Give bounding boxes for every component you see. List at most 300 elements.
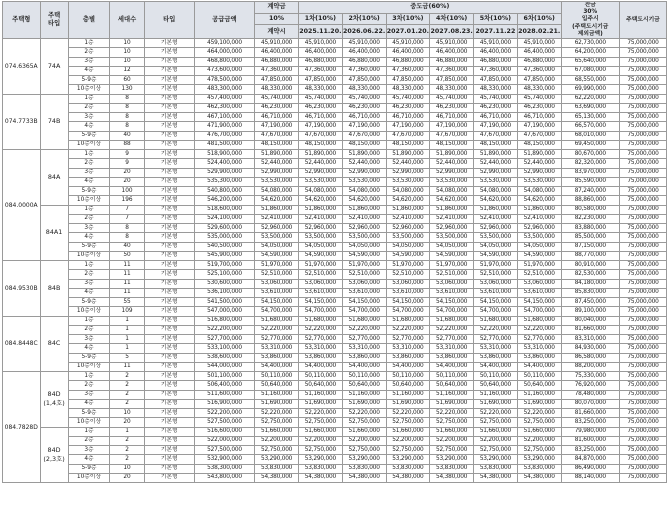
supply-price-cell: 473,600,000 xyxy=(194,66,254,75)
mid1-cell: 54,150,000 xyxy=(298,298,342,307)
units-cell: 1 xyxy=(110,325,144,334)
floor-cell: 10층이상 xyxy=(68,251,110,260)
sub-type-cell: 84C xyxy=(40,316,68,372)
mid2-cell: 47,190,000 xyxy=(342,122,386,131)
mid1-cell: 46,710,000 xyxy=(298,113,342,122)
table-row xyxy=(3,427,667,436)
deposit-cell: 54,150,000 xyxy=(255,298,299,307)
floor-cell: 10층이상 xyxy=(68,473,110,482)
units-cell: 11 xyxy=(110,362,144,371)
mid1-cell: 53,060,000 xyxy=(298,279,342,288)
floor-cell: 5-9층 xyxy=(68,353,110,362)
units-cell: 2 xyxy=(110,390,144,399)
header-mid5-date: 2027.11.22 xyxy=(474,25,518,39)
supply-price-cell: 541,500,000 xyxy=(194,298,254,307)
table-row xyxy=(3,316,667,325)
mid5-cell: 52,750,000 xyxy=(474,418,518,427)
mid2-cell: 54,050,000 xyxy=(342,242,386,251)
table-row xyxy=(3,473,667,482)
units-cell: 8 xyxy=(110,94,144,103)
mid2-cell: 52,410,000 xyxy=(342,214,386,223)
floor-cell: 1층 xyxy=(68,94,110,103)
deposit-cell: 47,850,000 xyxy=(255,76,299,85)
housing-fund-cell: 75,000,000 xyxy=(619,335,666,344)
units-cell: 2 xyxy=(110,381,144,390)
table-row xyxy=(3,122,667,131)
mid3-cell: 51,860,000 xyxy=(386,205,430,214)
housing-fund-cell: 75,000,000 xyxy=(619,325,666,334)
housing-fund-cell: 75,000,000 xyxy=(619,57,666,66)
mid3-cell: 53,500,000 xyxy=(386,233,430,242)
floor-cell: 5-9층 xyxy=(68,131,110,140)
mid6-cell: 51,860,000 xyxy=(517,205,561,214)
table-row xyxy=(3,409,667,418)
floor-cell: 2층 xyxy=(68,48,110,57)
mid3-cell: 53,290,000 xyxy=(386,455,430,464)
supply-price-cell: 544,000,000 xyxy=(194,362,254,371)
mid1-cell: 52,510,000 xyxy=(298,270,342,279)
supply-price-cell: 516,800,000 xyxy=(194,316,254,325)
mid2-cell: 45,910,000 xyxy=(342,39,386,48)
units-cell: 20 xyxy=(110,418,144,427)
mid1-cell: 53,860,000 xyxy=(298,353,342,362)
mid6-cell: 51,890,000 xyxy=(517,150,561,159)
mid3-cell: 54,620,000 xyxy=(386,196,430,205)
floor-cell: 4층 xyxy=(68,455,110,464)
mid6-cell: 46,710,000 xyxy=(517,113,561,122)
kind-cell: 기본형 xyxy=(144,381,194,390)
housing-fund-cell: 75,000,000 xyxy=(619,316,666,325)
mid2-cell: 52,750,000 xyxy=(342,418,386,427)
balance-cell: 62,220,000 xyxy=(561,94,619,103)
balance-cell: 75,330,000 xyxy=(561,372,619,381)
mid6-cell: 47,190,000 xyxy=(517,122,561,131)
deposit-cell: 51,660,000 xyxy=(255,427,299,436)
deposit-cell: 51,680,000 xyxy=(255,316,299,325)
mid4-cell: 46,710,000 xyxy=(430,113,474,122)
housing-fund-cell: 75,000,000 xyxy=(619,159,666,168)
table-row xyxy=(3,362,667,371)
table-row xyxy=(3,325,667,334)
mid2-cell: 51,690,000 xyxy=(342,399,386,408)
mid1-cell: 53,290,000 xyxy=(298,455,342,464)
mid1-cell: 52,220,000 xyxy=(298,325,342,334)
mid6-cell: 52,220,000 xyxy=(517,409,561,418)
mid3-cell: 46,880,000 xyxy=(386,57,430,66)
units-cell: 11 xyxy=(110,288,144,297)
balance-cell: 84,930,000 xyxy=(561,344,619,353)
deposit-cell: 52,220,000 xyxy=(255,409,299,418)
table-row xyxy=(3,279,667,288)
balance-cell: 85,590,000 xyxy=(561,177,619,186)
supply-price-cell: 483,300,000 xyxy=(194,85,254,94)
mid5-cell: 50,640,000 xyxy=(474,381,518,390)
mid1-cell: 52,750,000 xyxy=(298,418,342,427)
floor-cell: 4층 xyxy=(68,399,110,408)
mid5-cell: 46,230,000 xyxy=(474,103,518,112)
kind-cell: 기본형 xyxy=(144,353,194,362)
units-cell: 130 xyxy=(110,85,144,94)
mid4-cell: 53,290,000 xyxy=(430,455,474,464)
mid1-cell: 54,400,000 xyxy=(298,362,342,371)
mid2-cell: 53,860,000 xyxy=(342,353,386,362)
deposit-cell: 53,830,000 xyxy=(255,464,299,473)
housing-fund-cell: 75,000,000 xyxy=(619,48,666,57)
kind-cell: 기본형 xyxy=(144,316,194,325)
supply-price-cell: 530,600,000 xyxy=(194,279,254,288)
mid6-cell: 52,770,000 xyxy=(517,335,561,344)
deposit-cell: 52,410,000 xyxy=(255,214,299,223)
balance-cell: 64,200,000 xyxy=(561,48,619,57)
mid6-cell: 53,500,000 xyxy=(517,233,561,242)
supply-price-cell: 547,000,000 xyxy=(194,307,254,316)
floor-cell: 1층 xyxy=(68,39,110,48)
kind-cell: 기본형 xyxy=(144,76,194,85)
mid2-cell: 54,150,000 xyxy=(342,298,386,307)
table-row xyxy=(3,372,667,381)
mid1-cell: 47,850,000 xyxy=(298,76,342,85)
header-mid3-date: 2027.01.20. xyxy=(386,25,430,39)
mid4-cell: 51,160,000 xyxy=(430,390,474,399)
mid3-cell: 53,830,000 xyxy=(386,464,430,473)
floor-cell: 3층 xyxy=(68,113,110,122)
table-row xyxy=(3,196,667,205)
balance-cell: 83,310,000 xyxy=(561,335,619,344)
header-deposit-pct: 10% xyxy=(255,13,299,25)
mid4-cell: 54,380,000 xyxy=(430,473,474,482)
table-row xyxy=(3,150,667,159)
mid6-cell: 51,680,000 xyxy=(517,316,561,325)
supply-price-cell: 516,600,000 xyxy=(194,427,254,436)
deposit-cell: 46,710,000 xyxy=(255,113,299,122)
mid3-cell: 54,700,000 xyxy=(386,307,430,316)
supply-price-cell: 518,900,000 xyxy=(194,150,254,159)
mid1-cell: 54,380,000 xyxy=(298,473,342,482)
floor-cell: 3층 xyxy=(68,446,110,455)
units-cell: 10 xyxy=(110,57,144,66)
deposit-cell: 48,150,000 xyxy=(255,140,299,149)
balance-cell: 80,070,000 xyxy=(561,399,619,408)
header-middle-payment: 중도금(60%) xyxy=(298,2,561,14)
table-row xyxy=(3,390,667,399)
supply-price-cell: 525,100,000 xyxy=(194,270,254,279)
mid1-cell: 45,910,000 xyxy=(298,39,342,48)
supply-price-cell: 459,100,000 xyxy=(194,39,254,48)
mid3-cell: 51,690,000 xyxy=(386,399,430,408)
mid3-cell: 47,670,000 xyxy=(386,131,430,140)
kind-cell: 기본형 xyxy=(144,140,194,149)
mid3-cell: 52,410,000 xyxy=(386,214,430,223)
mid3-cell: 54,400,000 xyxy=(386,362,430,371)
mid6-cell: 45,910,000 xyxy=(517,39,561,48)
header-mid6-date: 2028.02.21. xyxy=(517,25,561,39)
balance-cell: 80,040,000 xyxy=(561,316,619,325)
supply-price-cell: 519,700,000 xyxy=(194,261,254,270)
deposit-cell: 45,910,000 xyxy=(255,39,299,48)
mid4-cell: 46,400,000 xyxy=(430,48,474,57)
table-row xyxy=(3,242,667,251)
kind-cell: 기본형 xyxy=(144,159,194,168)
supply-price-cell: 540,500,000 xyxy=(194,242,254,251)
mid3-cell: 51,970,000 xyxy=(386,261,430,270)
balance-cell: 69,450,000 xyxy=(561,140,619,149)
table-row xyxy=(3,436,667,445)
mid5-cell: 45,740,000 xyxy=(474,94,518,103)
floor-cell: 10층이상 xyxy=(68,85,110,94)
header-mid4-date: 2027.08.23. xyxy=(430,25,474,39)
kind-cell: 기본형 xyxy=(144,57,194,66)
mid2-cell: 50,640,000 xyxy=(342,381,386,390)
floor-cell: 10층이상 xyxy=(68,362,110,371)
mid5-cell: 46,710,000 xyxy=(474,113,518,122)
mid5-cell: 47,190,000 xyxy=(474,122,518,131)
units-cell: 55 xyxy=(110,298,144,307)
balance-cell: 67,080,000 xyxy=(561,66,619,75)
header-mid2-date: 2026.06.22. xyxy=(342,25,386,39)
units-cell: 100 xyxy=(110,187,144,196)
floor-cell: 3층 xyxy=(68,224,110,233)
mid1-cell: 46,400,000 xyxy=(298,48,342,57)
table-row xyxy=(3,381,667,390)
housing-fund-cell: 75,000,000 xyxy=(619,113,666,122)
mid2-cell: 51,890,000 xyxy=(342,150,386,159)
deposit-cell: 46,880,000 xyxy=(255,57,299,66)
deposit-cell: 52,200,000 xyxy=(255,436,299,445)
housing-fund-cell: 75,000,000 xyxy=(619,261,666,270)
header-mid4: 4차(10%) xyxy=(430,13,474,25)
kind-cell: 기본형 xyxy=(144,131,194,140)
mid1-cell: 54,050,000 xyxy=(298,242,342,251)
mid4-cell: 54,700,000 xyxy=(430,307,474,316)
house-type-cell: 074.7733B xyxy=(3,94,41,150)
balance-cell: 86,580,000 xyxy=(561,353,619,362)
kind-cell: 기본형 xyxy=(144,233,194,242)
units-cell: 50 xyxy=(110,251,144,260)
floor-cell: 1층 xyxy=(68,427,110,436)
housing-fund-cell: 75,000,000 xyxy=(619,103,666,112)
floor-cell: 2층 xyxy=(68,214,110,223)
units-cell: 11 xyxy=(110,279,144,288)
mid3-cell: 50,640,000 xyxy=(386,381,430,390)
floor-cell: 3층 xyxy=(68,57,110,66)
balance-cell: 62,730,000 xyxy=(561,39,619,48)
kind-cell: 기본형 xyxy=(144,399,194,408)
kind-cell: 기본형 xyxy=(144,436,194,445)
mid3-cell: 52,220,000 xyxy=(386,325,430,334)
mid4-cell: 48,150,000 xyxy=(430,140,474,149)
mid4-cell: 52,220,000 xyxy=(430,409,474,418)
supply-price-cell: 511,600,000 xyxy=(194,390,254,399)
mid5-cell: 52,440,000 xyxy=(474,159,518,168)
kind-cell: 기본형 xyxy=(144,103,194,112)
mid1-cell: 48,330,000 xyxy=(298,85,342,94)
house-type-cell: 084.9530B xyxy=(3,261,41,317)
floor-cell: 3층 xyxy=(68,335,110,344)
housing-fund-cell: 75,000,000 xyxy=(619,196,666,205)
housing-fund-cell: 75,000,000 xyxy=(619,279,666,288)
units-cell: 10 xyxy=(110,464,144,473)
housing-fund-cell: 75,000,000 xyxy=(619,436,666,445)
mid5-cell: 54,400,000 xyxy=(474,362,518,371)
table-row xyxy=(3,66,667,75)
mid4-cell: 51,660,000 xyxy=(430,427,474,436)
mid4-cell: 54,080,000 xyxy=(430,187,474,196)
mid4-cell: 51,690,000 xyxy=(430,399,474,408)
mid1-cell: 53,310,000 xyxy=(298,344,342,353)
floor-cell: 1층 xyxy=(68,150,110,159)
housing-fund-cell: 75,000,000 xyxy=(619,270,666,279)
mid6-cell: 47,670,000 xyxy=(517,131,561,140)
mid6-cell: 46,880,000 xyxy=(517,57,561,66)
housing-fund-cell: 75,000,000 xyxy=(619,390,666,399)
floor-cell: 4층 xyxy=(68,344,110,353)
table-row xyxy=(3,307,667,316)
deposit-cell: 51,690,000 xyxy=(255,399,299,408)
header-supply-price: 공급금액 xyxy=(194,2,254,39)
mid1-cell: 47,360,000 xyxy=(298,66,342,75)
header-mid6: 6차(10%) xyxy=(517,13,561,25)
mid4-cell: 53,310,000 xyxy=(430,344,474,353)
kind-cell: 기본형 xyxy=(144,122,194,131)
mid3-cell: 51,660,000 xyxy=(386,427,430,436)
header-mid1-date: 2025.11.20. xyxy=(298,25,342,39)
mid4-cell: 53,060,000 xyxy=(430,279,474,288)
table-row xyxy=(3,140,667,149)
mid4-cell: 51,860,000 xyxy=(430,205,474,214)
mid2-cell: 52,990,000 xyxy=(342,168,386,177)
kind-cell: 기본형 xyxy=(144,205,194,214)
mid5-cell: 51,860,000 xyxy=(474,205,518,214)
mid3-cell: 54,080,000 xyxy=(386,187,430,196)
header-housing-fund: 주택도시기금 xyxy=(619,2,666,39)
floor-cell: 10층이상 xyxy=(68,140,110,149)
housing-fund-cell: 75,000,000 xyxy=(619,362,666,371)
mid2-cell: 52,440,000 xyxy=(342,159,386,168)
mid3-cell: 54,150,000 xyxy=(386,298,430,307)
kind-cell: 기본형 xyxy=(144,464,194,473)
housing-fund-cell: 75,000,000 xyxy=(619,39,666,48)
house-type-cell: 084.7828D xyxy=(3,372,41,483)
mid4-cell: 51,890,000 xyxy=(430,150,474,159)
housing-fund-cell: 75,000,000 xyxy=(619,381,666,390)
balance-cell: 83,970,000 xyxy=(561,168,619,177)
supply-price-cell: 546,200,000 xyxy=(194,196,254,205)
kind-cell: 기본형 xyxy=(144,409,194,418)
deposit-cell: 53,530,000 xyxy=(255,177,299,186)
units-cell: 8 xyxy=(110,224,144,233)
table-row xyxy=(3,187,667,196)
housing-fund-cell: 75,000,000 xyxy=(619,251,666,260)
header-balance: 잔금 30% 입주시 (주택도시기금 제외금액) xyxy=(561,2,619,39)
mid5-cell: 51,680,000 xyxy=(474,316,518,325)
mid3-cell: 52,220,000 xyxy=(386,409,430,418)
mid4-cell: 47,670,000 xyxy=(430,131,474,140)
mid5-cell: 52,220,000 xyxy=(474,409,518,418)
mid5-cell: 51,890,000 xyxy=(474,150,518,159)
balance-cell: 69,990,000 xyxy=(561,85,619,94)
mid5-cell: 51,160,000 xyxy=(474,390,518,399)
mid1-cell: 52,960,000 xyxy=(298,224,342,233)
mid3-cell: 53,860,000 xyxy=(386,353,430,362)
floor-cell: 1층 xyxy=(68,205,110,214)
sub-type-cell: 84A1 xyxy=(40,205,68,261)
mid6-cell: 52,990,000 xyxy=(517,168,561,177)
mid2-cell: 47,670,000 xyxy=(342,131,386,140)
mid1-cell: 54,080,000 xyxy=(298,187,342,196)
deposit-cell: 53,500,000 xyxy=(255,233,299,242)
mid1-cell: 52,200,000 xyxy=(298,436,342,445)
units-cell: 109 xyxy=(110,307,144,316)
mid6-cell: 51,970,000 xyxy=(517,261,561,270)
units-cell: 11 xyxy=(110,270,144,279)
units-cell: 11 xyxy=(110,261,144,270)
mid4-cell: 54,150,000 xyxy=(430,298,474,307)
mid5-cell: 52,200,000 xyxy=(474,436,518,445)
mid2-cell: 50,110,000 xyxy=(342,372,386,381)
kind-cell: 기본형 xyxy=(144,372,194,381)
mid2-cell: 53,310,000 xyxy=(342,344,386,353)
mid4-cell: 51,680,000 xyxy=(430,316,474,325)
balance-cell: 85,830,000 xyxy=(561,288,619,297)
units-cell: 10 xyxy=(110,39,144,48)
mid6-cell: 53,060,000 xyxy=(517,279,561,288)
floor-cell: 2층 xyxy=(68,103,110,112)
mid1-cell: 47,190,000 xyxy=(298,122,342,131)
units-cell: 1 xyxy=(110,335,144,344)
floor-cell: 1층 xyxy=(68,316,110,325)
mid3-cell: 51,890,000 xyxy=(386,150,430,159)
mid6-cell: 45,740,000 xyxy=(517,94,561,103)
mid2-cell: 53,060,000 xyxy=(342,279,386,288)
housing-fund-cell: 75,000,000 xyxy=(619,131,666,140)
balance-cell: 81,660,000 xyxy=(561,325,619,334)
table-row xyxy=(3,270,667,279)
supply-price-cell: 540,800,000 xyxy=(194,187,254,196)
deposit-cell: 54,620,000 xyxy=(255,196,299,205)
mid5-cell: 53,830,000 xyxy=(474,464,518,473)
kind-cell: 기본형 xyxy=(144,418,194,427)
kind-cell: 기본형 xyxy=(144,261,194,270)
mid6-cell: 54,080,000 xyxy=(517,187,561,196)
mid6-cell: 52,200,000 xyxy=(517,436,561,445)
header-mid2: 2차(10%) xyxy=(342,13,386,25)
balance-cell: 87,450,000 xyxy=(561,298,619,307)
units-cell: 5 xyxy=(110,353,144,362)
kind-cell: 기본형 xyxy=(144,177,194,186)
table-row xyxy=(3,168,667,177)
floor-cell: 3층 xyxy=(68,390,110,399)
table-row xyxy=(3,233,667,242)
kind-cell: 기본형 xyxy=(144,279,194,288)
mid5-cell: 53,290,000 xyxy=(474,455,518,464)
housing-fund-cell: 75,000,000 xyxy=(619,353,666,362)
supply-price-cell: 476,700,000 xyxy=(194,131,254,140)
mid6-cell: 50,640,000 xyxy=(517,381,561,390)
header-units: 세대수 xyxy=(110,2,144,39)
floor-cell: 3층 xyxy=(68,279,110,288)
mid5-cell: 54,380,000 xyxy=(474,473,518,482)
mid3-cell: 52,440,000 xyxy=(386,159,430,168)
housing-fund-cell: 75,000,000 xyxy=(619,372,666,381)
mid5-cell: 52,510,000 xyxy=(474,270,518,279)
mid1-cell: 53,500,000 xyxy=(298,233,342,242)
housing-fund-cell: 75,000,000 xyxy=(619,427,666,436)
table-row xyxy=(3,85,667,94)
floor-cell: 4층 xyxy=(68,66,110,75)
table-row xyxy=(3,214,667,223)
table-row xyxy=(3,464,667,473)
mid4-cell: 52,410,000 xyxy=(430,214,474,223)
